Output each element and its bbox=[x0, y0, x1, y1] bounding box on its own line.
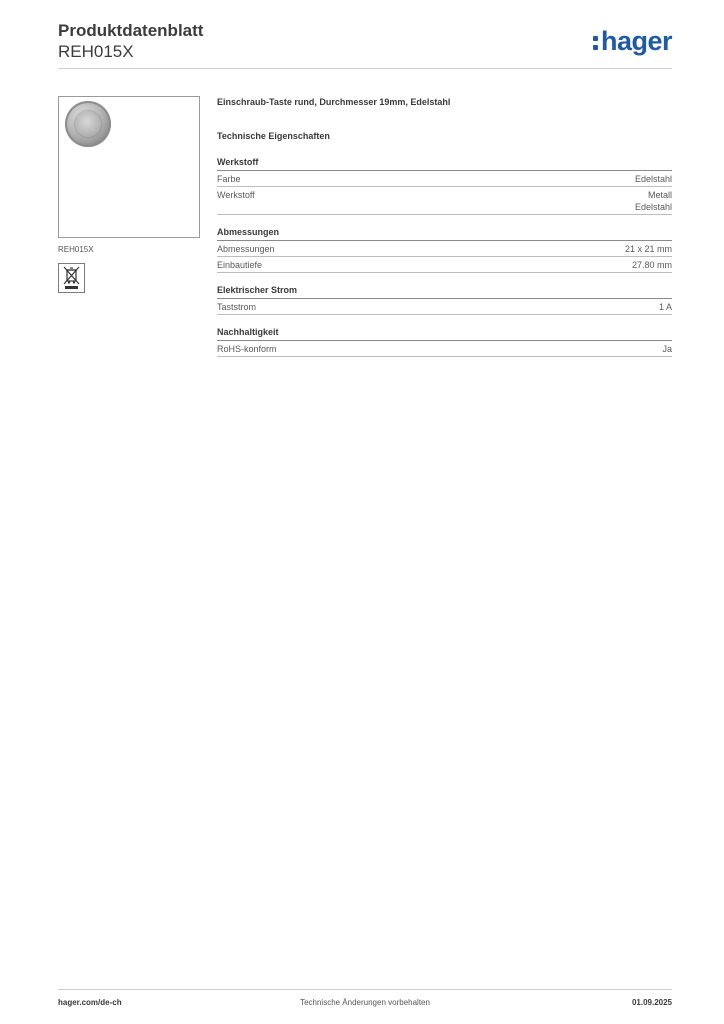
property-value: Ja bbox=[662, 344, 672, 354]
hager-logo bbox=[593, 26, 672, 56]
footer-divider bbox=[58, 989, 672, 990]
property-row bbox=[217, 341, 672, 357]
property-value: 27.80 mm bbox=[631, 260, 672, 270]
property-row bbox=[217, 187, 672, 215]
property-value: 1 A bbox=[658, 302, 672, 312]
page-title: Produktdatenblatt bbox=[58, 21, 204, 40]
property-group-nachhaltigkeit bbox=[217, 326, 672, 357]
property-label: Einbautiefe bbox=[217, 260, 263, 270]
logo-colon-icon bbox=[593, 26, 599, 56]
group-title: Werkstoff bbox=[217, 156, 672, 171]
product-details bbox=[217, 96, 672, 357]
property-label: RoHS-konform bbox=[217, 344, 277, 354]
property-label: Taststrom bbox=[217, 302, 257, 312]
crossed-out-bin-icon bbox=[58, 263, 85, 293]
product-description: Einschraub-Taste rund, Durchmesser 19mm, Edelstahl bbox=[217, 97, 451, 107]
property-label: Abmessungen bbox=[217, 244, 275, 254]
group-title: Abmessungen bbox=[217, 226, 672, 241]
group-title: Elektrischer Strom bbox=[217, 284, 672, 299]
property-group-elektrischer-strom bbox=[217, 284, 672, 315]
photo-caption: REH015X bbox=[58, 245, 94, 254]
section-title: Technische Eigenschaften bbox=[217, 131, 330, 141]
footer-disclaimer: Technische Änderungen vorbehalten bbox=[300, 998, 430, 1007]
property-group-werkstoff bbox=[217, 156, 672, 215]
property-row bbox=[217, 299, 672, 315]
group-title: Nachhaltigkeit bbox=[217, 326, 672, 341]
property-group-abmessungen bbox=[217, 226, 672, 273]
header-divider bbox=[58, 68, 672, 69]
footer-website-link[interactable]: hager.com/de-ch bbox=[58, 998, 122, 1007]
property-value: Metall bbox=[647, 190, 672, 200]
round-push-button-image bbox=[65, 101, 111, 147]
document-header bbox=[58, 20, 203, 62]
property-label: Farbe bbox=[217, 174, 241, 184]
property-value: Edelstahl bbox=[634, 202, 672, 212]
property-row bbox=[217, 257, 672, 273]
footer-date: 01.09.2025 bbox=[631, 998, 672, 1007]
property-label: Werkstoff bbox=[217, 190, 255, 200]
property-value: Edelstahl bbox=[634, 174, 672, 184]
product-photo-frame bbox=[58, 96, 200, 238]
property-row bbox=[217, 171, 672, 187]
property-value: 21 x 21 mm bbox=[624, 244, 672, 254]
product-code: REH015X bbox=[58, 42, 134, 61]
property-row bbox=[217, 241, 672, 257]
logo-text: hager bbox=[600, 26, 672, 56]
